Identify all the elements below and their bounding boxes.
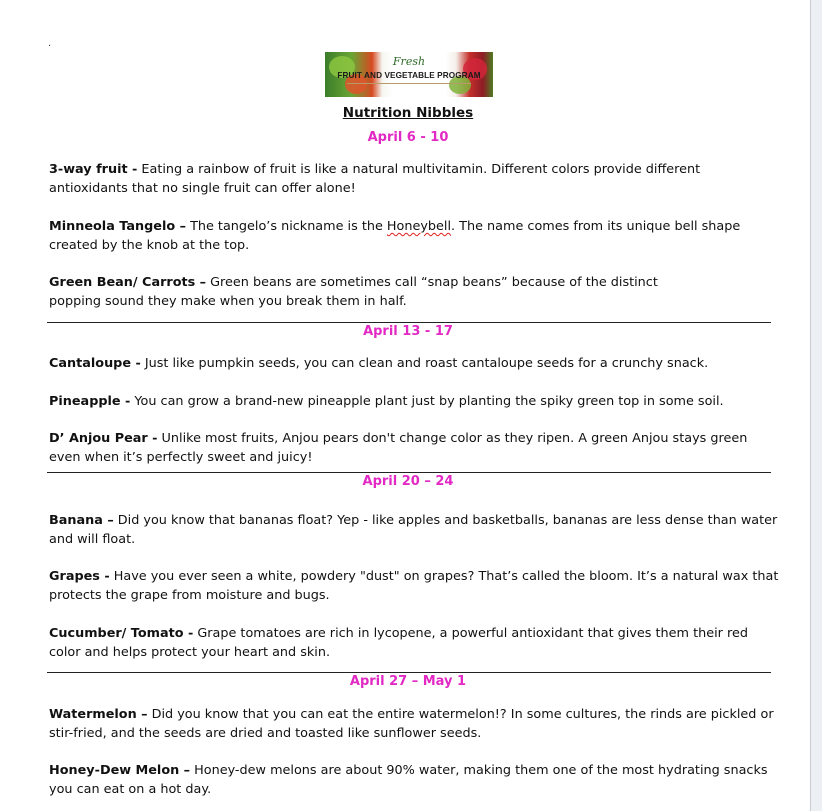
nibble-item bbox=[49, 392, 779, 411]
item-name: Banana – bbox=[49, 513, 114, 528]
item-text: Did you know that bananas float? Yep - like apples and basketballs, bananas are less dense than water and will float. bbox=[49, 513, 778, 547]
item-name: Grapes - bbox=[49, 569, 110, 584]
logo-divider bbox=[347, 83, 471, 84]
program-logo-banner bbox=[325, 52, 493, 97]
nibble-item bbox=[49, 761, 779, 799]
item-name: 3-way fruit - bbox=[49, 162, 138, 177]
item-text: Just like pumpkin seeds, you can clean and roast cantaloupe seeds for a crunchy snack. bbox=[140, 356, 709, 371]
logo-script-text: Fresh bbox=[392, 55, 426, 68]
week-heading: April 6 - 10 bbox=[367, 130, 449, 145]
item-name: D’ Anjou Pear - bbox=[49, 431, 158, 446]
item-name: Cucumber/ Tomato - bbox=[49, 626, 194, 641]
nibble-item bbox=[49, 217, 779, 255]
item-text: Did you know that you can eat the entire watermelon!? In some cultures, the rinds are pickled or stir-fried, and the seeds are dried and toasted like sunflower seeds. bbox=[49, 707, 774, 741]
stray-mark: . bbox=[48, 38, 52, 49]
nibble-item bbox=[49, 273, 709, 311]
page-title: Nutrition Nibbles bbox=[342, 105, 474, 121]
item-text: Unlike most fruits, Anjou pears don't change color as they ripen. A green Anjou stays green even when it’s perfectly sweet and juicy! bbox=[49, 431, 748, 465]
window-background-edge bbox=[810, 0, 822, 811]
item-name: Cantaloupe - bbox=[49, 356, 141, 371]
item-name: Green Bean/ Carrots – bbox=[49, 275, 207, 290]
item-text: Have you ever seen a white, powdery "dust" on grapes? That’s called the bloom. It’s a natural wax that protects the grape from moisture and bugs. bbox=[49, 569, 779, 603]
nibble-item bbox=[49, 624, 779, 662]
item-text: The tangelo’s nickname is the bbox=[186, 219, 387, 234]
item-text: Eating a rainbow of fruit is like a natural multivitamin. Different colors provide different antioxidants that no single fruit can offer alone! bbox=[49, 162, 701, 196]
nibble-item bbox=[49, 160, 779, 198]
item-name: Honey-Dew Melon – bbox=[49, 763, 191, 778]
nibble-item bbox=[49, 705, 779, 743]
item-name: Pineapple - bbox=[49, 394, 131, 409]
week-heading: April 13 - 17 bbox=[363, 324, 453, 339]
nibble-item bbox=[49, 567, 779, 605]
item-text: You can grow a brand-new pineapple plant just by planting the spiky green top in some soil. bbox=[130, 394, 724, 409]
item-text: Grape tomatoes are rich in lycopene, a powerful antioxidant that gives them their red color and helps protect your heart and skin. bbox=[49, 626, 748, 660]
spellcheck-flagged-word[interactable]: Honeybell bbox=[386, 219, 452, 234]
logo-main-text: FRUIT AND VEGETABLE PROGRAM bbox=[337, 71, 481, 80]
week-heading: April 27 – May 1 bbox=[349, 674, 467, 689]
nibble-item bbox=[49, 354, 779, 373]
item-text: Green beans are sometimes call “snap beans” because of the distinct popping sound they make when you break them in half. bbox=[49, 275, 658, 309]
item-name: Minneola Tangelo – bbox=[49, 219, 186, 234]
nibble-item bbox=[49, 429, 779, 467]
week-heading: April 20 – 24 bbox=[362, 474, 454, 489]
item-text: . The name comes from its unique bell shape created by the knob at the top. bbox=[49, 219, 741, 253]
item-text: Honey-dew melons are about 90% water, making them one of the most hydrating snacks you can eat on a hot day. bbox=[49, 763, 768, 797]
item-name: Watermelon – bbox=[49, 707, 148, 722]
nibble-item bbox=[49, 511, 779, 549]
